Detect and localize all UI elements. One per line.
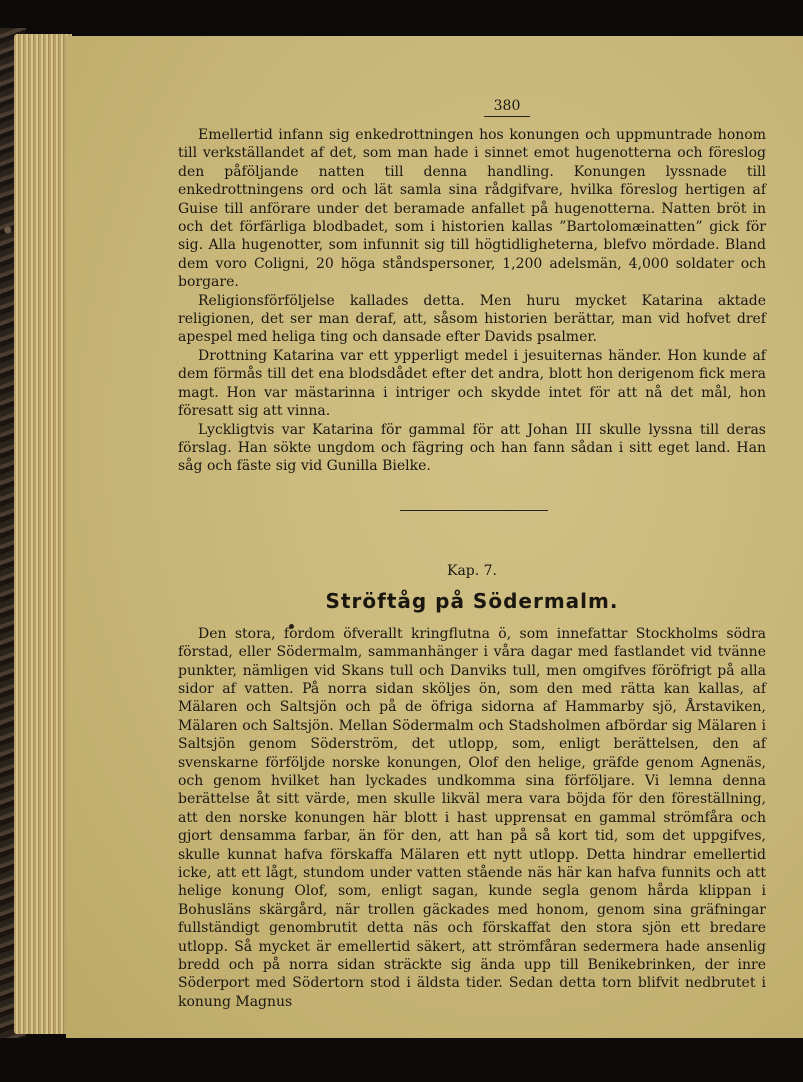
book-page [66,36,803,1038]
paragraph: Lyckligtvis var Katarina för gammal för att Johan III skulle lyssna till deras förslag. Han sökte ungdom och fägring och han fann sådan i sitt eget land. Han såg och fäste sig vid Gunilla Bielke. [178,421,766,475]
paragraph: Emellertid infann sig enkedrottningen hos konungen och uppmuntrade honom till verkställandet af det, som man hade i sinnet emot hugenotterna och föreslog den påföljande natten till denna handling. Konungen lyssnade till enkedrottningens ord och lät samla sina rådgifvare, hvilka föreslog hertigen af Guise till anförare under det beramade anfallet på hugenotterna. Natten bröt in och det förfärliga blodbadet, som i historien kallas ”Bartolomæinatten” gick för sig. Alla hugenotter, som infunnit sig till högtidligheterna, blefvo mördade. Bland dem voro Coligni, 20 höga ståndspersoner, 1,200 adelsmän, 4,000 soldater och borgare. [178,127,766,291]
chapter-number: Kap. 7. [446,562,498,579]
chapter-title: Ströftåg på Södermalm. [325,588,619,613]
section-divider [400,510,548,511]
chapter-paragraph: Den stora, fordom öfverallt kringflutna ö, som innefattar Stockholms södra förstad, eller Södermalm, sammanhänger i våra dagar med fastlandet vid tvänne punkter, nämligen vid Skans tull och Danviks tull, men omgifves föröfrigt på alla sidor af vatten. På norra sidan sköljes ön, som den med rätta kan kallas, af Mälaren och Saltsjön och på de öfriga sidorna af Hammarby sjö, Årstaviken, Mälaren och Saltsjön. Mellan Södermalm och Stadsholmen afbördar sig Mälaren i Saltsjön genom Söderström, det utlopp, som, enligt berättelsen, den af svenskarne förföljde norske konungen, Olof den helige, gräfde genom Agnenäs, och genom hvilket han lyckades undkomma sina förföljare. Vi lemna denna berättelse åt sitt värde, men skulle likväl mera vara böjda för den föreställning, att den norske konungen här blott i hast upprensat en gammal strömfåra och gjort densamma farbar, än för den, att han på så kort tid, som det uppgifves, skulle kunnat hafva förskaffa Mälaren ett nytt utlopp. Detta hindrar emellertid icke, att ett lågt, stundom under vatten stående näs här kan hafva funnits och att helige konung Olof, som, enligt sagan, kunde segla genom hårda klippan i Bohusläns skärgård, när trollen gäckades med honom, genom sina gräfningar fullständigt genombrutit detta näs och förskaffat den stora sjön ett bredare utlopp. Så mycket är emellertid säkert, att strömfåran sedermera hade ansenlig bredd och på norra sidan sträckte sig ända upp till Benikebrinken, der inre Söderport med Södertorn stod i äldsta tider. Sedan detta torn blifvit nedbrutet i konung Magnus [178,625,766,1010]
page-stack-edges [14,34,72,1034]
paragraph: Religionsförföljelse kallades detta. Men huru mycket Katarina aktade religionen, det ser man deraf, att, såsom historien berättar, man vid hofvet dref apespel med heliga ting och dansade efter Davids psalmer. [178,292,766,346]
page-number: 380 [248,98,766,114]
page-content [178,98,766,1011]
top-text [178,126,766,476]
paragraph: Drottning Katarina var ett ypperligt medel i jesuiternas händer. Hon kunde af dem förmås till det ena blodsdådet efter det andra, blott hon derigenom fick mera magt. Hon var mästarinna i intriger och skydde intet för att nå det mål, hon föresatt sig att vinna. [178,347,766,420]
